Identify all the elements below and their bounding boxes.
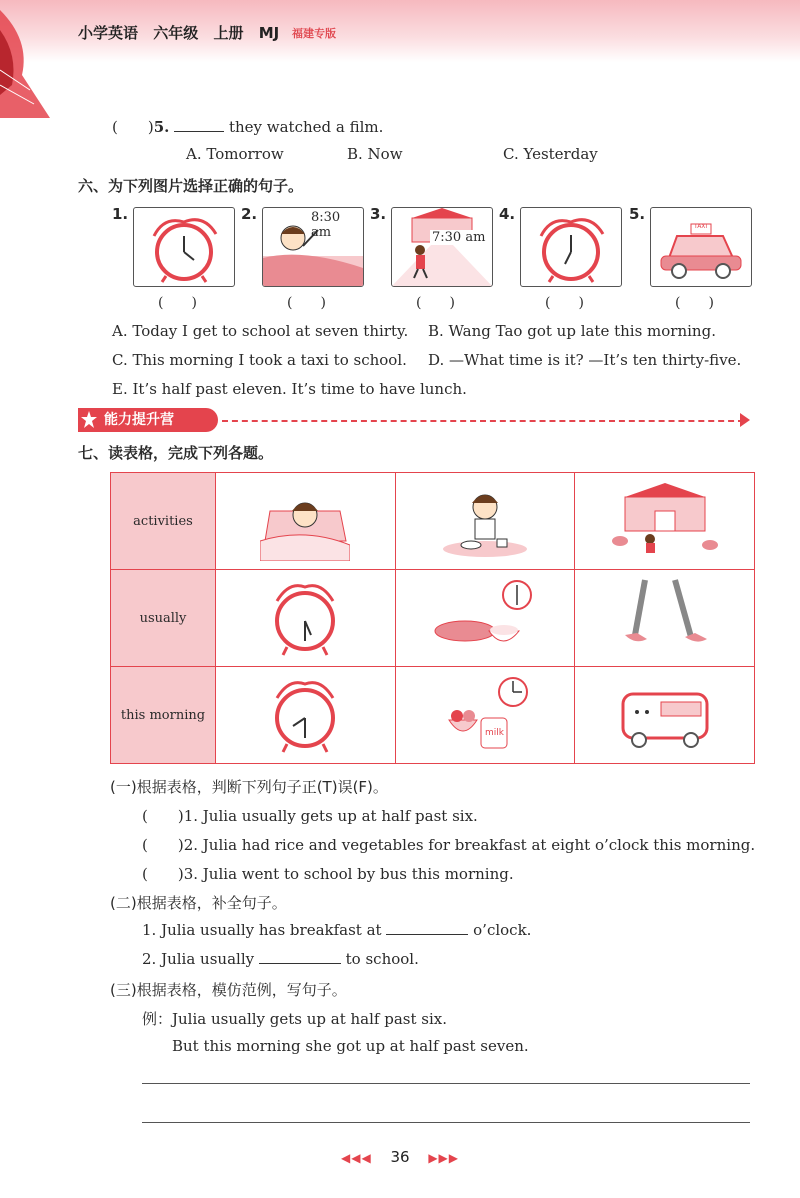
right-arrows-icon: ▶▶▶ — [428, 1151, 460, 1165]
pic2-paren[interactable]: ( ) — [287, 295, 326, 311]
part3-example-line2: But this morning she got up at half past seven. — [172, 1037, 529, 1055]
pic5-number: 5. — [629, 205, 646, 223]
q5-answer-paren[interactable]: ( ) — [112, 118, 154, 136]
part1-item1-text: 1. Julia usually gets up at half past six. — [183, 807, 478, 825]
q5-blank[interactable] — [174, 131, 224, 132]
q5-option-c: C. Yesterday — [503, 145, 598, 163]
row-header-usually: usually — [111, 570, 216, 667]
activity-table — [110, 472, 755, 764]
section7-title: 七、读表格，完成下列各题。 — [78, 444, 274, 462]
alarm-clock-icon — [265, 672, 345, 758]
header-grade: 六年级 — [153, 24, 199, 42]
part2-item1-blank[interactable] — [386, 934, 468, 935]
page-number: 36 — [390, 1148, 410, 1166]
ability-banner — [78, 408, 218, 432]
header-subject: 小学英语 — [78, 24, 139, 42]
walking-legs-icon — [615, 575, 715, 661]
part1-item1-paren[interactable]: ( ) — [142, 807, 184, 825]
part3-example-line1: 例：Julia usually gets up at half past six. — [142, 1010, 448, 1028]
table-row — [111, 667, 755, 764]
pic2-box — [262, 207, 364, 287]
part1-item2 — [142, 834, 755, 855]
pic2-time: 8:30 am — [311, 210, 341, 240]
girl-in-bed-icon — [260, 481, 350, 561]
pagoda-roof-icon — [0, 0, 60, 120]
table-row — [111, 473, 755, 570]
q5-option-a: A. Tomorrow — [186, 145, 284, 163]
pic5-box — [650, 207, 752, 287]
row-header-activities: activities — [111, 473, 216, 570]
girl-eating-icon — [435, 481, 535, 561]
alarm-clock-icon — [134, 208, 234, 286]
table-row — [111, 570, 755, 667]
cell-usually-breakfast — [395, 570, 575, 667]
milk-and-fruit-icon — [425, 672, 545, 758]
pic4-box — [520, 207, 622, 287]
part1-item3-text: 3. Julia went to school by bus this morning. — [183, 865, 514, 883]
alarm-clock-icon — [521, 208, 621, 286]
part2-title: (二)根据表格，补全句子。 — [110, 894, 287, 912]
q5-option-b: B. Now — [347, 145, 403, 163]
section6-option-d: D. —What time is it? —It’s ten thirty-five. — [428, 351, 742, 369]
cell-going-to-school — [575, 473, 755, 570]
pic4-paren[interactable]: ( ) — [545, 295, 584, 311]
part3-title: (三)根据表格，模仿范例，写句子。 — [110, 981, 347, 999]
cell-getting-up — [216, 473, 396, 570]
part1-item3-paren[interactable]: ( ) — [142, 865, 184, 883]
part2-item2 — [142, 950, 419, 968]
part1-item2-paren[interactable]: ( ) — [142, 836, 184, 854]
header-version: MJ — [258, 24, 280, 42]
milk-breakfast-art — [425, 672, 545, 758]
star-badge-icon — [80, 410, 98, 430]
cell-morning-bus — [575, 667, 755, 764]
q5-number: 5. — [153, 118, 170, 136]
cell-usually-walk — [575, 570, 755, 667]
section6-option-c: C. This morning I took a taxi to school. — [112, 351, 407, 369]
cell-morning-breakfast — [395, 667, 575, 764]
part1-item2-text: 2. Julia had rice and vegetables for breakfast at eight o’clock this morning. — [183, 836, 756, 854]
section6-title: 六、为下列图片选择正确的句子。 — [78, 177, 304, 195]
pic1-box — [133, 207, 235, 287]
header-term: 上册 — [213, 24, 244, 42]
pic1-paren[interactable]: ( ) — [158, 295, 197, 311]
part2-item1-after: o’clock. — [473, 921, 532, 939]
section6-option-a: A. Today I get to school at seven thirty. — [112, 322, 409, 340]
part2-item2-before: 2. Julia usually — [142, 950, 255, 968]
part2-item1-before: 1. Julia usually has breakfast at — [142, 921, 382, 939]
girl-walking-to-school-icon — [392, 208, 492, 286]
school-building-icon — [610, 481, 720, 561]
ability-banner-label: 能力提升营 — [104, 412, 174, 428]
answer-line-2[interactable] — [142, 1122, 750, 1123]
page-footer — [0, 1148, 800, 1166]
part1-title: (一)根据表格，判断下列句子正(T)误(F)。 — [110, 778, 388, 796]
header-title — [78, 22, 289, 43]
section6-option-b: B. Wang Tao got up late this morning. — [428, 322, 716, 340]
header-edition: 福建专版 — [292, 27, 336, 40]
q5-text: they watched a film. — [228, 118, 384, 136]
pic3-number: 3. — [370, 205, 387, 223]
pic2-number: 2. — [241, 205, 258, 223]
part2-item1 — [142, 921, 531, 939]
pic4-number: 4. — [499, 205, 516, 223]
bus-icon — [615, 672, 715, 758]
banner-dashed-line — [222, 420, 744, 422]
row-header-this-morning: this morning — [111, 667, 216, 764]
part1-item3 — [142, 863, 514, 884]
taxi-sign: TAXI — [694, 223, 708, 230]
pic3-time: 7:30 am — [432, 230, 486, 245]
left-arrows-icon: ◀◀◀ — [340, 1151, 372, 1165]
milk-label: milk — [484, 728, 504, 738]
part2-item2-blank[interactable] — [259, 963, 341, 964]
alarm-clock-icon — [265, 575, 345, 661]
part2-item2-after: to school. — [345, 950, 419, 968]
cell-breakfast — [395, 473, 575, 570]
pic5-paren[interactable]: ( ) — [675, 295, 714, 311]
cell-morning-clock — [216, 667, 396, 764]
q5-line — [112, 116, 383, 137]
section6-option-e: E. It’s half past eleven. It’s time to have lunch. — [112, 380, 467, 398]
pic3-box — [391, 207, 493, 287]
rice-and-vegetables-icon — [425, 575, 545, 661]
part1-item1 — [142, 805, 478, 826]
pic1-number: 1. — [112, 205, 129, 223]
banner-arrow-icon — [740, 413, 750, 427]
cell-usually-clock — [216, 570, 396, 667]
pic3-paren[interactable]: ( ) — [416, 295, 455, 311]
taxi-icon — [651, 208, 751, 286]
answer-line-1[interactable] — [142, 1083, 750, 1084]
